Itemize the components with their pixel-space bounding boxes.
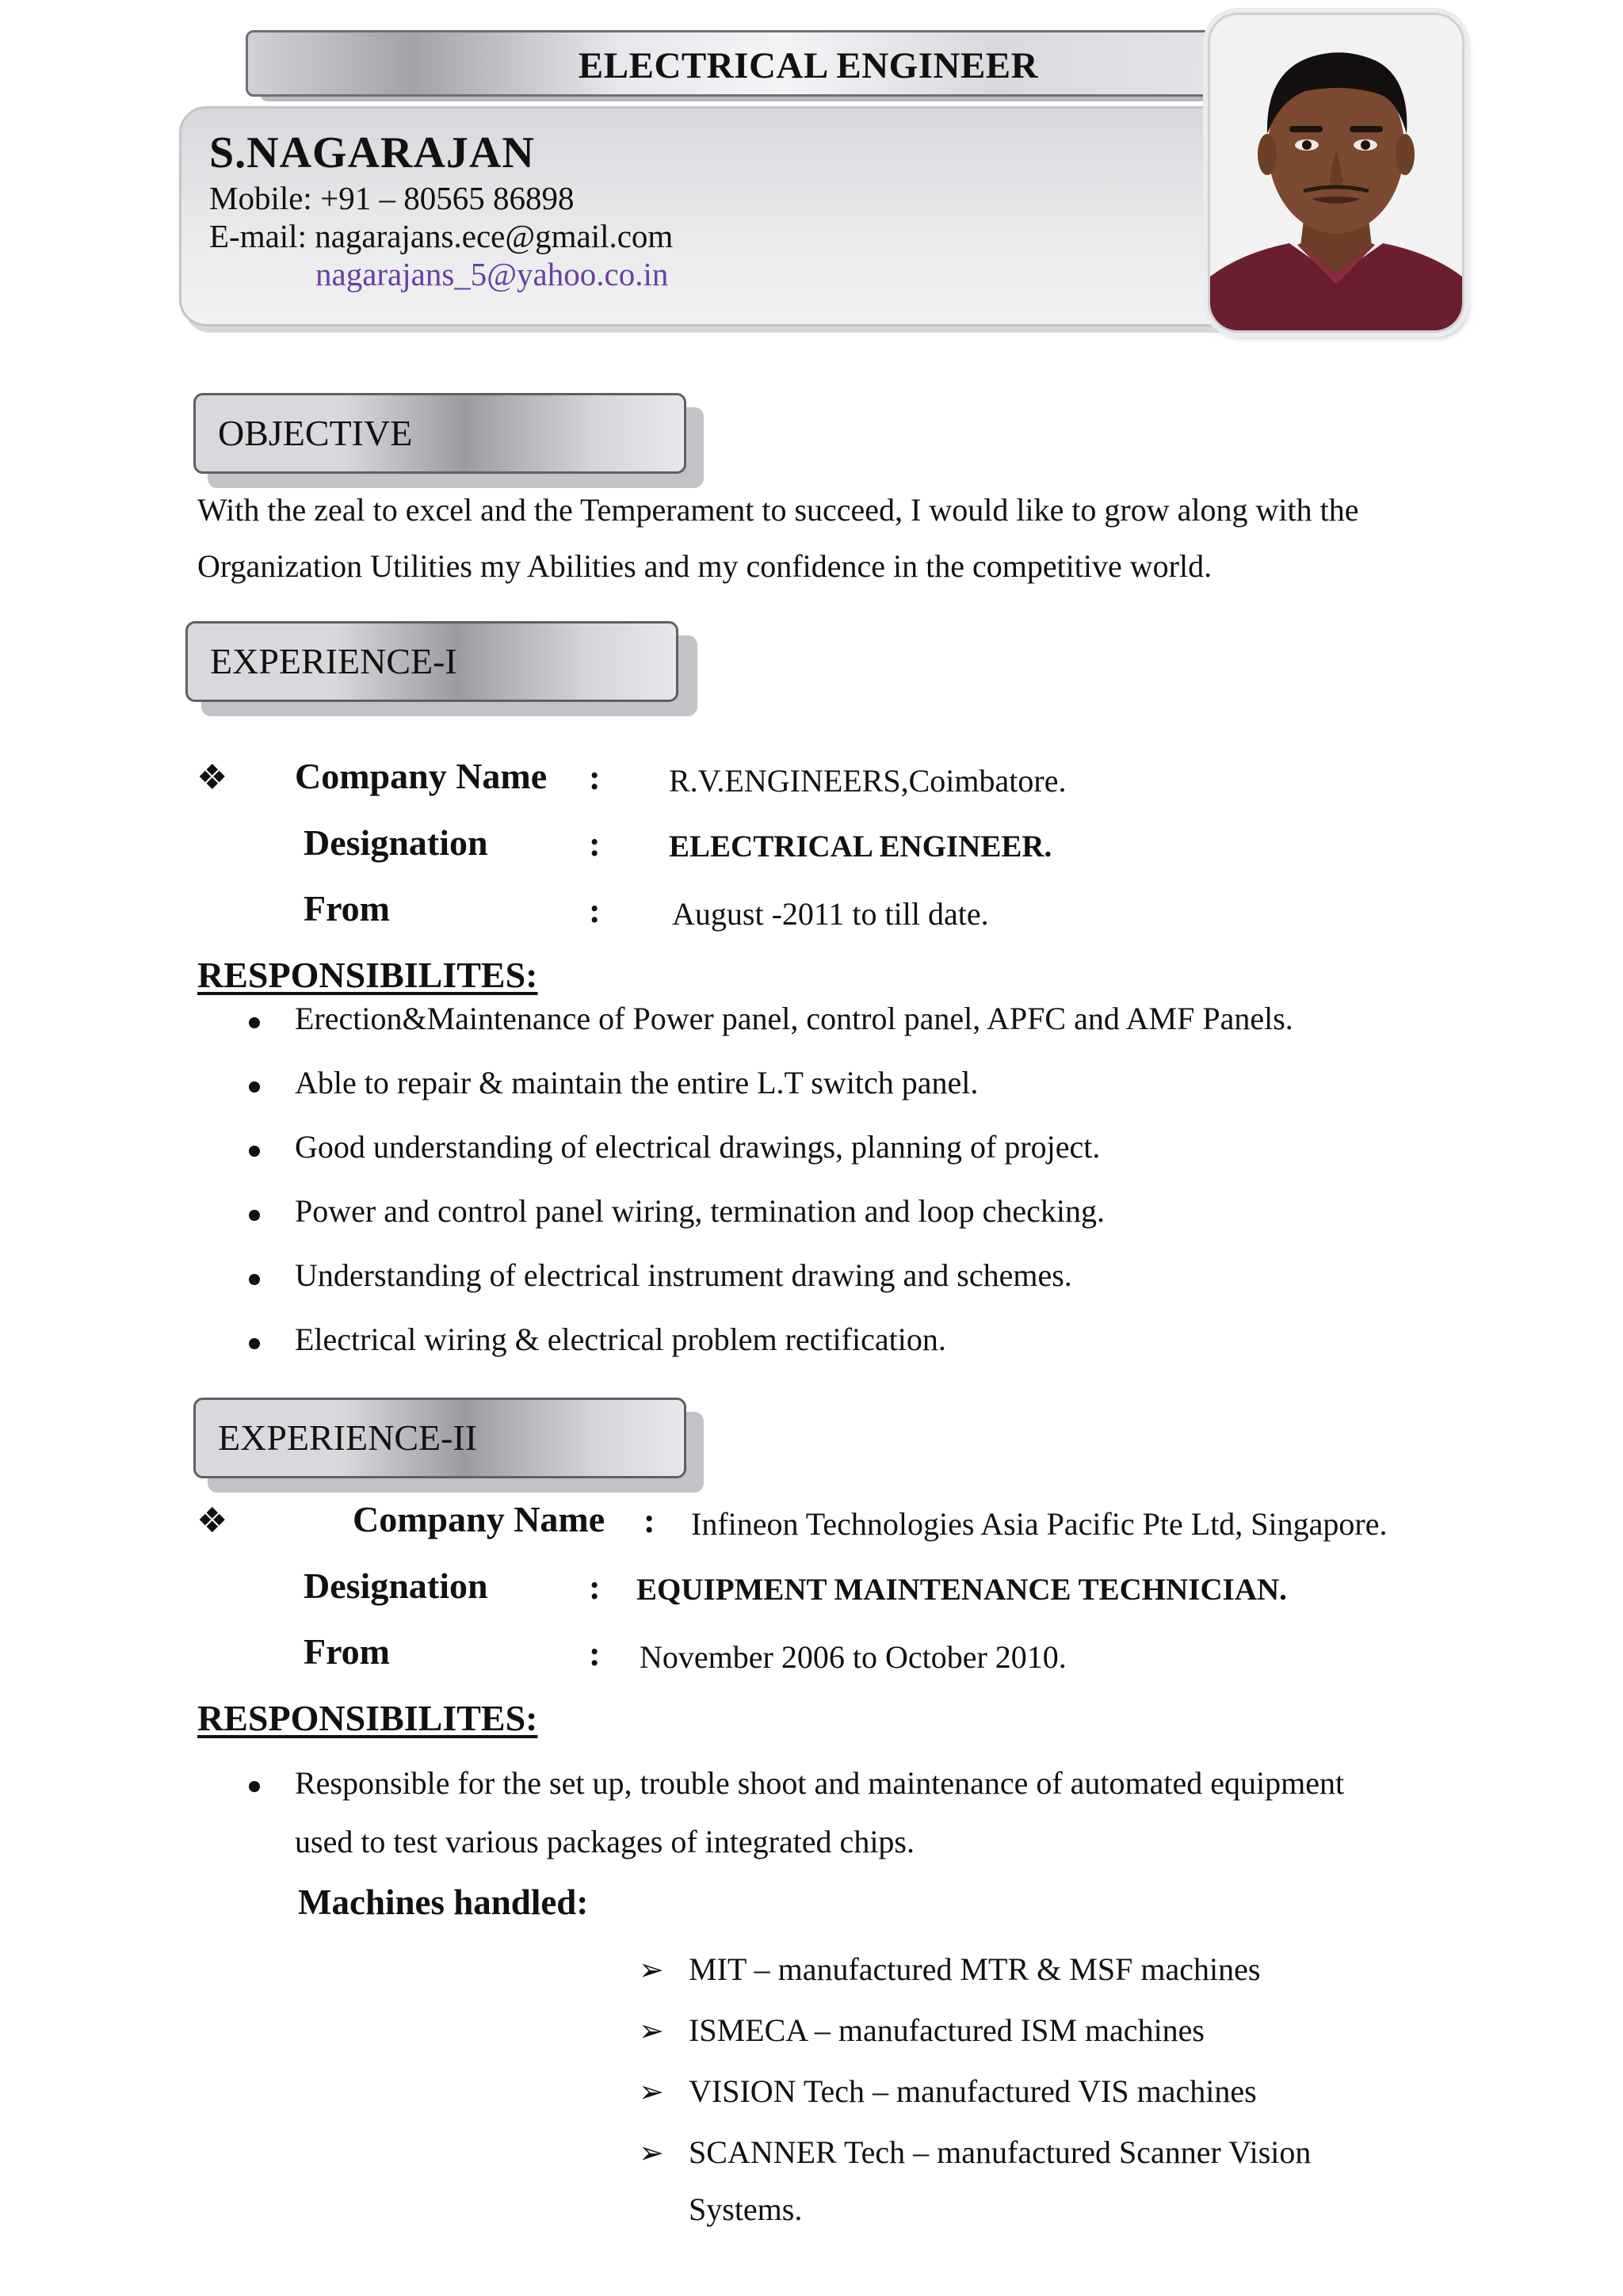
exp1-responsibilities-heading: RESPONSIBILITES: — [197, 955, 538, 995]
machines-list — [639, 1951, 1510, 2236]
list-item: Understanding of electrical instrument drawing and schemes. — [295, 1257, 1072, 1293]
exp1-from-value: August -2011 to till date. — [672, 896, 989, 932]
exp2-from-label: From — [304, 1631, 391, 1672]
email-secondary: nagarajans_5@yahoo.co.in — [315, 256, 669, 292]
exp2-designation-value: EQUIPMENT MAINTENANCE TECHNICIAN. — [636, 1573, 1287, 1607]
machines-handled-colon: : — [576, 1882, 589, 1922]
exp1-company-value: R.V.ENGINEERS,Coimbatore. — [669, 763, 1067, 799]
exp2-from-value: November 2006 to October 2010. — [640, 1639, 1067, 1675]
exp2-responsibility-line-2: used to test various packages of integrated chips. — [295, 1824, 915, 1859]
list-item: MIT – manufactured MTR & MSF machines — [689, 1951, 1261, 1987]
exp2-company-colon: : — [643, 1501, 655, 1540]
exp1-from-label: From — [304, 888, 391, 929]
bullet-dot-icon — [249, 1210, 260, 1221]
arrow-bullet-icon: ➢ — [639, 2015, 664, 2048]
list-item: Able to repair & maintain the entire L.T switch panel. — [295, 1065, 979, 1100]
portrait-illustration — [1210, 15, 1462, 330]
list-item-continuation: Systems. — [689, 2191, 803, 2227]
profile-photo — [1208, 13, 1465, 333]
list-item: ISMECA – manufactured ISM machines — [689, 2012, 1205, 2048]
machines-handled-label: Machines handled — [298, 1882, 577, 1922]
machines-handled-heading — [298, 1882, 588, 1923]
bullet-dot-icon — [249, 1338, 260, 1349]
exp2-designation-label: Designation — [304, 1566, 488, 1606]
objective-line-2: Organization Utilities my Abilities and my confidence in the competitive world. — [197, 548, 1212, 584]
exp2-company-value: Infineon Technologies Asia Pacific Pte Ltd, Singapore. — [691, 1506, 1388, 1542]
exp1-designation-colon: : — [589, 825, 601, 864]
exp1-company-colon: : — [589, 758, 601, 797]
bullet-dot-icon — [249, 1146, 260, 1157]
diamond-bullet-icon: ❖ — [197, 1501, 228, 1540]
exp1-from-colon: : — [589, 891, 601, 930]
list-item: Electrical wiring & electrical problem rectification. — [295, 1322, 946, 1357]
experience-1-heading: EXPERIENCE-I — [185, 621, 678, 702]
job-title: ELECTRICAL ENGINEER — [578, 45, 1039, 86]
exp1-designation-label: Designation — [304, 822, 488, 863]
list-item: Power and control panel wiring, termination and loop checking. — [295, 1193, 1105, 1229]
arrow-bullet-icon: ➢ — [639, 2137, 664, 2170]
list-item: SCANNER Tech – manufactured Scanner Vision — [689, 2134, 1312, 2170]
candidate-name: S.NAGARAJAN — [209, 128, 535, 177]
mobile-number: Mobile: +91 – 80565 86898 — [209, 180, 575, 216]
exp2-from-colon: : — [589, 1634, 601, 1673]
objective-line-1: With the zeal to excel and the Temperament to succeed, I would like to grow along with the — [197, 492, 1359, 528]
list-item: Good understanding of electrical drawings, planning of project. — [295, 1129, 1101, 1165]
bullet-dot-icon — [249, 1781, 260, 1792]
exp1-company-label: Company Name — [295, 756, 548, 796]
exp1-designation-value: ELECTRICAL ENGINEER. — [669, 830, 1052, 864]
exp2-responsibility-line-1: Responsible for the set up, trouble shoot and maintenance of automated equipment — [295, 1765, 1345, 1801]
objective-heading: OBJECTIVE — [193, 393, 686, 474]
bullet-dot-icon — [249, 1081, 260, 1093]
list-item: Erection&Maintenance of Power panel, control panel, APFC and AMF Panels. — [295, 1001, 1293, 1036]
bullet-dot-icon — [249, 1274, 260, 1285]
arrow-bullet-icon: ➢ — [639, 1954, 664, 1987]
experience-2-heading: EXPERIENCE-II — [193, 1398, 686, 1478]
exp2-designation-colon: : — [589, 1568, 601, 1607]
bullet-dot-icon — [249, 1017, 260, 1028]
exp1-responsibilities-list — [238, 1000, 1426, 1380]
email-primary: E-mail: nagarajans.ece@gmail.com — [209, 218, 674, 254]
arrow-bullet-icon: ➢ — [639, 2076, 664, 2109]
exp2-responsibilities-heading: RESPONSIBILITES: — [197, 1698, 538, 1738]
exp2-company-label: Company Name — [353, 1499, 605, 1539]
diamond-bullet-icon: ❖ — [197, 758, 228, 797]
list-item: VISION Tech – manufactured VIS machines — [689, 2073, 1257, 2109]
